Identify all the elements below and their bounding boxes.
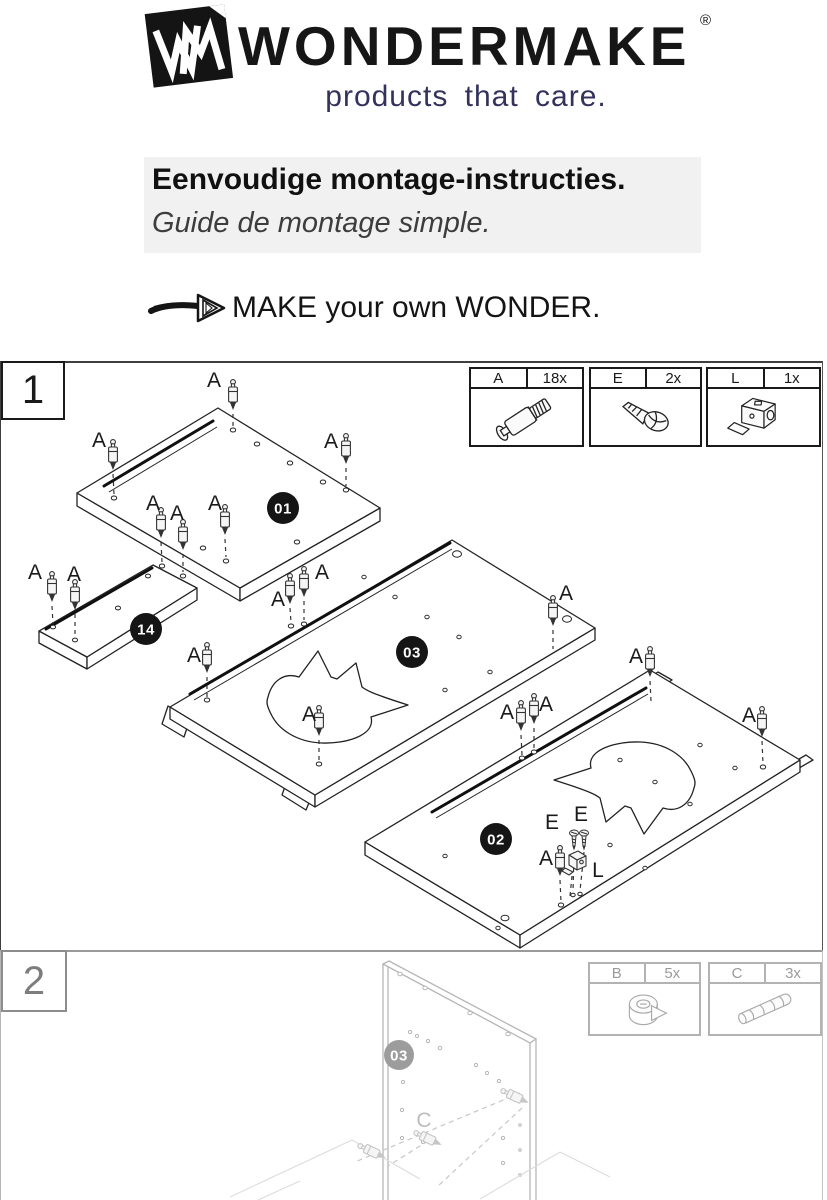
svg-text:03: 03 (390, 1047, 408, 1065)
svg-text:A: A (186, 644, 202, 667)
brand-wordmark: WONDERMAKE (238, 15, 691, 77)
legend-l-code: L (731, 369, 740, 387)
svg-text:A: A (270, 588, 286, 611)
legend-a-code: A (493, 369, 504, 387)
svg-text:A: A (207, 492, 223, 515)
step-1-diagram (0, 361, 827, 950)
legend-b-qty: 5x (644, 964, 700, 982)
svg-text:A: A (499, 701, 515, 724)
svg-text:E: E (573, 803, 589, 826)
svg-text:A: A (27, 561, 43, 584)
svg-text:A: A (628, 645, 644, 668)
svg-text:A: A (323, 430, 339, 453)
svg-text:L: L (592, 859, 604, 882)
svg-text:E: E (544, 811, 560, 834)
legend-e-code: E (612, 369, 623, 387)
step-2-diagram (0, 950, 827, 1200)
svg-text:01: 01 (274, 500, 292, 518)
svg-text:A: A (741, 704, 757, 727)
upright-panel-03 (383, 961, 536, 1200)
svg-text:C: C (416, 1109, 432, 1132)
legend-c-code: C (731, 964, 743, 982)
svg-text:A: A (301, 703, 317, 726)
step-2-number: 2 (1, 950, 67, 1012)
step-1-number: 1 (1, 361, 65, 420)
registered-trademark: ® (700, 12, 712, 29)
svg-text:A: A (91, 429, 107, 452)
brand-tagline: products that care. (325, 80, 607, 113)
intro-box (144, 157, 701, 253)
legend-l-qty: 1x (763, 369, 820, 387)
intro-line-french: Guide de montage simple. (152, 207, 491, 239)
arrow-icon (148, 290, 228, 326)
slogan-text: MAKE your own WONDER. (232, 291, 601, 324)
svg-text:A: A (169, 502, 185, 525)
svg-text:A: A (314, 561, 330, 584)
legend-e-qty: 2x (645, 369, 701, 387)
svg-text:A: A (206, 369, 222, 392)
svg-text:A: A (66, 563, 82, 586)
svg-text:03: 03 (403, 644, 421, 662)
svg-text:02: 02 (487, 831, 505, 849)
legend-a-qty: 18x (526, 369, 583, 387)
svg-text:14: 14 (137, 621, 155, 639)
legend-b-code: B (611, 964, 622, 982)
svg-text:A: A (538, 847, 554, 870)
intro-line-dutch: Eenvoudige montage-instructies. (152, 163, 626, 196)
svg-text:A: A (145, 492, 161, 515)
brand-monogram-icon (142, 2, 240, 96)
svg-text:A: A (558, 582, 574, 605)
legend-c-qty: 3x (764, 964, 820, 982)
panel-14 (39, 565, 197, 669)
svg-text:A: A (538, 693, 554, 716)
